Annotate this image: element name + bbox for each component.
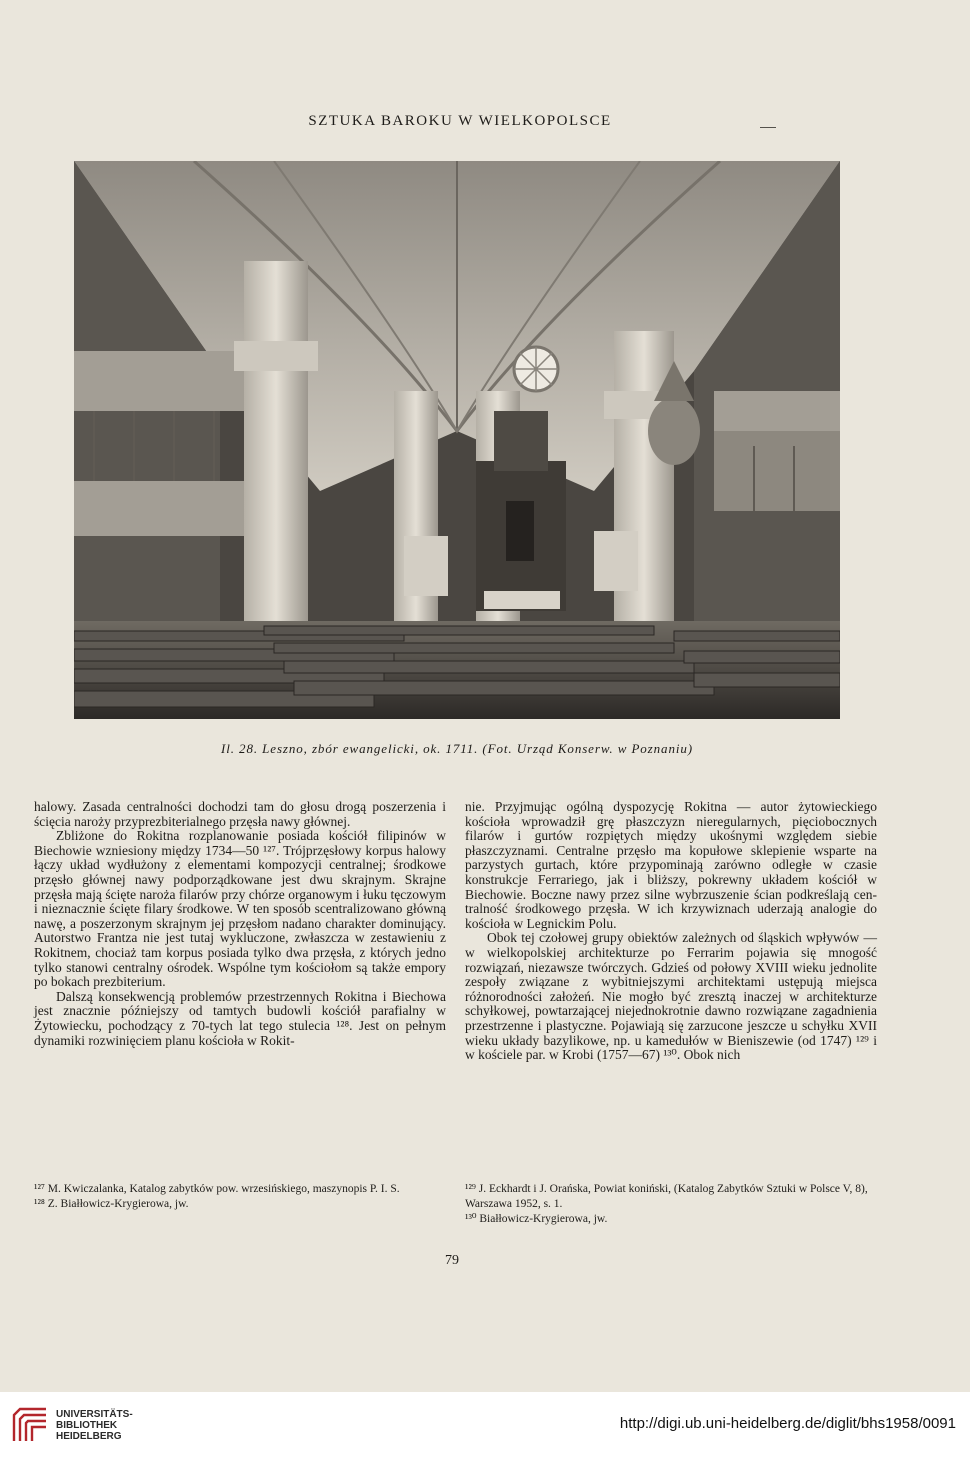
church-interior-photo bbox=[74, 161, 840, 719]
source-url-link[interactable]: http://digi.ub.uni-heidelberg.de/diglit/bhs1958/0091 bbox=[619, 1415, 956, 1432]
paragraph: halowy. Zasada centralności dochodzi tam do głosu drogą poszerzenia i ścięcia naroży przyprezbiterialnego przęsła nawy głównej. bbox=[34, 799, 446, 829]
footnote: ¹²⁷ M. Kwiczalanka, Katalog zabytków pow. wrzesińskiego, maszynopis P. I. S. bbox=[34, 1183, 400, 1195]
paragraph: Dalszą konsekwencją problemów przestrzennych Rokitna i Biechowa jest znacznie późniejszy od tamtych budowli kościół parafialny w Żytowiecku, pochodzący z 70-tych lat tego stulecia ¹²⁸. Jest on pełnym dynamiki rozwinięciem planu kościoła w Rokit- bbox=[34, 988, 446, 1048]
logo-line: BIBLIOTHEK bbox=[56, 1420, 118, 1431]
paragraph: Obok tej czołowej grupy obiektów zależnych od śląskich wpływów — w wielkopolskiej architekturze po Ferrarim pojawia się mnogość rozwiązań, niezawsze twórczych. Gdzieś od połowy XVIII wieku jednolite zespoły związane z wybitniejszymi architektami ustępują miejsca różnorodności założeń. Nie mogło być zresztą inaczej w architekturze schyłkowej, powtarzającej niejednokrotnie dawno rozwiązane zagadnienia przestrzenne i plastyczne. Pojawiają się zarzucone jeszcze u schyłku XVII wieku układy bazylikowe, np. u kamedułów w Bieniszewie (od 1747) ¹²⁹ i w kościele par. w Krobi (1757—67) ¹³⁰. Obok nich bbox=[465, 930, 877, 1063]
paragraph: nie. Przyjmując ogólną dyspozycję Rokitna — autor żytowieckiego kościoła wprowadził grę płaszczyzn nieregularnych, pięciobocznych filarów i gurtów rozpiętych między ukośnymi względem siebie płaszczyznami. Centralne przęsło ma kopułowe sklepienie wsparte na parzystych gurtach, które przypominają zarówno odległe w czasie konstrukcje Ferrariego, jak i bliższy, pokrewny układem kościół w Biechowie. Boczne nawy przez silne wybrzuszenie ścian podkreślają centralność środkowego przęsła. W ich krzywiznach uderzają analogie do kościoła w Legnickim Polu. bbox=[465, 799, 877, 931]
photo-illustration bbox=[74, 161, 840, 719]
footnote: ¹²⁸ Z. Białłowicz-Krygierowa, jw. bbox=[34, 1198, 189, 1210]
logo-line: UNIVERSITÄTS- bbox=[56, 1409, 133, 1420]
footnotes-left bbox=[34, 1182, 446, 1212]
paragraph: Zbliżone do Rokitna rozplanowanie posiada kościół filipinów w Biechowie wzniesiony między 1734—50 ¹²⁷. Trójprzęsłowy korpus halowy łączy układ wydłużony z elementami kompozycji centralnej; środkowe przęsło głównej nawy podporządkowane jest dwu skrajnym. Skrajne przęsła mają ścięte naroża filarów przy chórze organowym i łuku tęczowym i nieznacznie ścięte filary środkowe. W ten sposób scentralizowano główną nawę, a poszerzonym skrajnym jej przęsłom nadano charakter dominujący. Autorstwo Frantza nie jest tutaj wykluczone, zwłaszcza w zestawieniu z Rokitnem, chociaż tam korpus posiada tylko dwa przęsła, z których jedno tylko stanowi centralny ośrodek. Wspólne tym kościołom są także empory po bokach prezbiterium. bbox=[34, 828, 446, 990]
logo-line: HEIDELBERG bbox=[56, 1431, 122, 1442]
header-dash bbox=[760, 127, 776, 128]
footnote: ¹³⁰ Białłowicz-Krygierowa, jw. bbox=[465, 1213, 608, 1225]
text-column-left bbox=[34, 800, 446, 1048]
university-library-logo-icon bbox=[10, 1405, 50, 1445]
footnote: ¹²⁹ J. Eckhardt i J. Orańska, Powiat koniński, (Katalog Zabytków Sztuki w Polsce V, 8), Warszawa 1952, s. 1. bbox=[465, 1183, 868, 1210]
page-number: 79 bbox=[445, 1253, 459, 1268]
footnotes-right bbox=[465, 1182, 877, 1227]
figure-caption: Il. 28. Leszno, zbór ewangelicki, ok. 1711. (Fot. Urząd Konserw. w Poznaniu) bbox=[221, 741, 693, 756]
text-column-right bbox=[465, 800, 877, 1063]
running-head: SZTUKA BAROKU W WIELKOPOLSCE bbox=[308, 113, 612, 129]
library-logo-text bbox=[56, 1409, 133, 1442]
digitization-footer bbox=[0, 1392, 970, 1464]
